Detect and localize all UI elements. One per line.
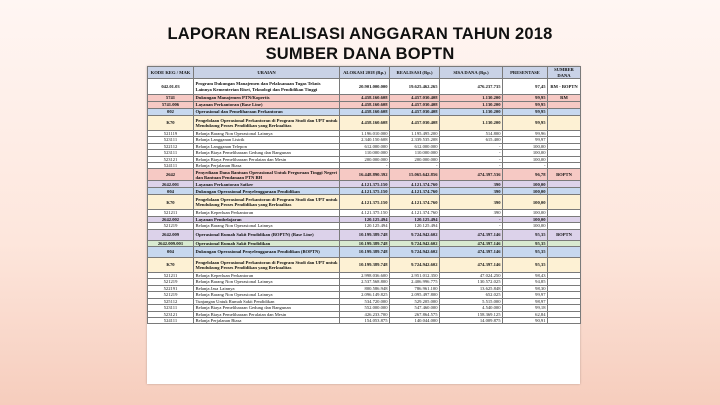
report-title: LAPORAN REALISASI ANGGARAN TAHUN 2018 bbox=[167, 25, 553, 43]
cell-code: 002 bbox=[148, 109, 194, 116]
cell-sisa: 1.130.200 bbox=[440, 102, 503, 109]
cell-alloc: 426.233.700 bbox=[340, 311, 390, 317]
table-row bbox=[148, 247, 581, 258]
cell-real: 1.195.495.200 bbox=[390, 131, 440, 137]
cell-alloc: 552.000.000 bbox=[340, 305, 390, 311]
cell-code: 523111 bbox=[148, 150, 194, 156]
cell-alloc: 110.000.000 bbox=[340, 150, 390, 156]
cell-alloc: 4.121.375.150 bbox=[340, 195, 390, 210]
cell-real: 110.000.000 bbox=[390, 150, 440, 156]
cell-sisa: - bbox=[440, 223, 503, 229]
cell-desc: Penyediaan Dana Bantuan Operasional Untuk Perguruan Tinggi Negeri dan Bantuan Pendanaan PTN BH bbox=[194, 169, 340, 181]
cell-code: 521219 bbox=[148, 223, 194, 229]
col-header-desc: URAIAN bbox=[194, 67, 340, 79]
cell-real: 2.339.535.208 bbox=[390, 137, 440, 143]
cell-alloc: 154.053.875 bbox=[340, 317, 390, 323]
cell-real: 2.406.996.775 bbox=[390, 279, 440, 285]
cell-desc: Dukungan Manajemen PTN/Kopertis bbox=[194, 95, 340, 102]
cell-sisa: 130.572.025 bbox=[440, 279, 503, 285]
cell-alloc: 2.998.036.600 bbox=[340, 273, 390, 279]
cell-sisa: 390 bbox=[440, 195, 503, 210]
cell-pct: 100,00 bbox=[503, 181, 548, 188]
cell-sisa: - bbox=[440, 216, 503, 222]
cell-real: 4.457.030.408 bbox=[390, 95, 440, 102]
cell-sisa: 652.025 bbox=[440, 292, 503, 298]
cell-desc: Belanja Langganan Listrik bbox=[194, 137, 340, 143]
table-row bbox=[148, 317, 581, 323]
col-header-real: REALISASI (Rp.) bbox=[390, 67, 440, 79]
cell-pct: 95,35 bbox=[503, 240, 548, 246]
cell-code: K70 bbox=[148, 195, 194, 210]
cell-real: 140.044.000 bbox=[390, 317, 440, 323]
cell-desc: Layanan Perkantoran (Base Line) bbox=[194, 102, 340, 109]
cell-alloc: 2.537.568.800 bbox=[340, 279, 390, 285]
table-row bbox=[148, 229, 581, 240]
cell-alloc: 120.125.494 bbox=[340, 216, 390, 222]
cell-src: BOPTN bbox=[548, 169, 581, 181]
cell-alloc: 612.000.000 bbox=[340, 143, 390, 149]
cell-code: 524111 bbox=[148, 163, 194, 169]
col-header-alloc: ALOKASI 2018 (Rp.) bbox=[340, 67, 390, 79]
report-subtitle: SUMBER DANA BOPTN bbox=[265, 45, 455, 63]
cell-desc: Belanja Biaya Pemeliharaan Gedung dan Bangunan bbox=[194, 150, 340, 156]
cell-src bbox=[548, 317, 581, 323]
cell-sisa: 390 bbox=[440, 188, 503, 195]
cell-alloc: 10.199.389.748 bbox=[340, 229, 390, 240]
cell-pct: 97,45 bbox=[503, 79, 548, 95]
cell-desc: Operasional Rumah Sakit Pendidikan (BOPTN) (Base Line) bbox=[194, 229, 340, 240]
cell-src bbox=[548, 258, 581, 273]
cell-sisa: 474.397.536 bbox=[440, 169, 503, 181]
cell-sisa: - bbox=[440, 163, 503, 169]
cell-sisa: - bbox=[440, 150, 503, 156]
cell-pct: 100,00 bbox=[503, 216, 548, 222]
cell-desc: Belanja Biaya Pemeliharaan Gedung dan Bangunan bbox=[194, 305, 340, 311]
cell-alloc: 4.458.160.608 bbox=[340, 116, 390, 131]
cell-sisa: 514.800 bbox=[440, 131, 503, 137]
cell-src bbox=[548, 116, 581, 131]
cell-code: 5741 bbox=[148, 95, 194, 102]
cell-code: 521219 bbox=[148, 279, 194, 285]
cell-alloc: 4.121.375.150 bbox=[340, 210, 390, 216]
cell-pct: 99,95 bbox=[503, 109, 548, 116]
cell-pct: 99,18 bbox=[503, 305, 548, 311]
cell-alloc: 1.196.010.000 bbox=[340, 131, 390, 137]
cell-code: 004 bbox=[148, 188, 194, 195]
cell-code: 2642.002 bbox=[148, 216, 194, 222]
cell-real: 547.460.000 bbox=[390, 305, 440, 311]
cell-real: 4.121.374.760 bbox=[390, 188, 440, 195]
cell-src bbox=[548, 195, 581, 210]
cell-desc: Belanja Barang Non Operasional Lainnya bbox=[194, 292, 340, 298]
cell-sisa: 47.024.250 bbox=[440, 273, 503, 279]
cell-desc: Belanja Perjalanan Biasa bbox=[194, 317, 340, 323]
cell-desc: Operasional Rumah Sakit Pendidikan bbox=[194, 240, 340, 246]
cell-alloc: 10.199.389.748 bbox=[340, 240, 390, 246]
cell-sisa: 390 bbox=[440, 181, 503, 188]
cell-pct: 100,00 bbox=[503, 210, 548, 216]
table-row bbox=[148, 169, 581, 181]
cell-alloc: 4.458.160.608 bbox=[340, 95, 390, 102]
cell-code: 521211 bbox=[148, 273, 194, 279]
cell-src bbox=[548, 181, 581, 188]
cell-desc: Belanja Keperluan Perkantoran bbox=[194, 210, 340, 216]
cell-sisa: 474.397.146 bbox=[440, 229, 503, 240]
cell-pct: 100,00 bbox=[503, 143, 548, 149]
cell-sisa: 5.515.000 bbox=[440, 298, 503, 304]
cell-pct: 95,35 bbox=[503, 229, 548, 240]
cell-pct: 62,84 bbox=[503, 311, 548, 317]
cell-real: 9.724.942.602 bbox=[390, 240, 440, 246]
table-row bbox=[148, 195, 581, 210]
cell-code: 522112 bbox=[148, 143, 194, 149]
cell-sisa: 1.130.200 bbox=[440, 116, 503, 131]
cell-desc: Dukungan Operasional Penyelenggaraan Pendidikan bbox=[194, 188, 340, 195]
cell-code: 523111 bbox=[148, 305, 194, 311]
cell-pct: 96,78 bbox=[503, 169, 548, 181]
cell-desc: Belanja Barang Non Operasional Lainnya bbox=[194, 223, 340, 229]
cell-src: BOPTN bbox=[548, 229, 581, 240]
cell-real: 4.457.030.408 bbox=[390, 116, 440, 131]
cell-real: 9.724.942.602 bbox=[390, 247, 440, 258]
cell-code: 523111 bbox=[148, 137, 194, 143]
cell-src bbox=[548, 102, 581, 109]
cell-real: 4.121.374.760 bbox=[390, 181, 440, 188]
col-header-src: SUMBER DANA bbox=[548, 67, 581, 79]
cell-desc: Belanja Barang Non Operasional Lainnya bbox=[194, 131, 340, 137]
cell-sisa: 1.130.200 bbox=[440, 95, 503, 102]
cell-pct: 95,35 bbox=[503, 247, 548, 258]
cell-pct: 98,43 bbox=[503, 273, 548, 279]
cell-sisa: 14.009.875 bbox=[440, 317, 503, 323]
col-header-code: KODE KEG / MAK bbox=[148, 67, 194, 79]
cell-pct: 99,95 bbox=[503, 95, 548, 102]
cell-desc: Belanja Barang Non Operasional Lainnya bbox=[194, 279, 340, 285]
cell-desc: Belanja Biaya Pemeliharaan Peralatan dan Mesin bbox=[194, 311, 340, 317]
cell-pct: 99,97 bbox=[503, 137, 548, 143]
cell-pct: 95,35 bbox=[503, 258, 548, 273]
cell-code: 521211 bbox=[148, 210, 194, 216]
cell-desc: Belanja Jasa Lainnya bbox=[194, 285, 340, 291]
cell-pct: 90,91 bbox=[503, 317, 548, 323]
cell-code: 521219 bbox=[148, 292, 194, 298]
cell-alloc: 2.096.149.825 bbox=[340, 292, 390, 298]
cell-pct: 98,97 bbox=[503, 298, 548, 304]
budget-table bbox=[147, 66, 581, 324]
cell-code: 5741.006 bbox=[148, 102, 194, 109]
cell-pct: 100,00 bbox=[503, 195, 548, 210]
cell-sisa: 13.625.848 bbox=[440, 285, 503, 291]
cell-code: 525112 bbox=[148, 298, 194, 304]
cell-alloc: 10.199.389.748 bbox=[340, 247, 390, 258]
cell-sisa: 476.237.735 bbox=[440, 79, 503, 95]
cell-code: 2642.009 bbox=[148, 229, 194, 240]
cell-real: 200.000.000 bbox=[390, 156, 440, 162]
cell-desc: Pengelolaan Operasional Perkantoran di Program Studi dan UPT untuk Mendukung Proses Pendidikan yang Berkualitas bbox=[194, 195, 340, 210]
table-row bbox=[148, 102, 581, 109]
cell-pct: 99,96 bbox=[503, 131, 548, 137]
cell-desc: Belanja Keperluan Perkantoran bbox=[194, 273, 340, 279]
cell-code: 2642 bbox=[148, 169, 194, 181]
cell-real: 19.625.462.265 bbox=[390, 79, 440, 95]
cell-alloc: 2.340.150.608 bbox=[340, 137, 390, 143]
cell-code: 2642.001 bbox=[148, 181, 194, 188]
cell-code: 523121 bbox=[148, 156, 194, 162]
table-row bbox=[148, 95, 581, 102]
cell-real: 786.961.100 bbox=[390, 285, 440, 291]
cell-real: 612.000.000 bbox=[390, 143, 440, 149]
cell-alloc: 534.720.000 bbox=[340, 298, 390, 304]
cell-desc: Pengelolaan Operasional Perkantoran di Program Studi dan UPT untuk Mendukung Proses Pendidikan yang Berkualitas bbox=[194, 116, 340, 131]
cell-pct: 99,97 bbox=[503, 292, 548, 298]
cell-pct: - bbox=[503, 163, 548, 169]
table-row bbox=[148, 258, 581, 273]
col-header-pct: PRESENTASE bbox=[503, 67, 548, 79]
cell-desc: Belanja Perjalanan Biasa bbox=[194, 163, 340, 169]
table-row bbox=[148, 181, 581, 188]
cell-sisa: 474.397.146 bbox=[440, 258, 503, 273]
cell-code: 004 bbox=[148, 247, 194, 258]
cell-sisa: - bbox=[440, 156, 503, 162]
cell-sisa: 474.397.146 bbox=[440, 247, 503, 258]
cell-src: RM bbox=[548, 95, 581, 102]
table-row bbox=[148, 116, 581, 131]
cell-code: 521119 bbox=[148, 131, 194, 137]
cell-desc: Pengelolaan Operasional Perkantoran di Program Studi dan UPT untuk Mendukung Proses Pendidikan yang Berkualitas bbox=[194, 258, 340, 273]
cell-desc: Layanan Perkantoran Satker bbox=[194, 181, 340, 188]
cell-real: 2.095.497.800 bbox=[390, 292, 440, 298]
cell-code: 042.01.03 bbox=[148, 79, 194, 95]
table-row bbox=[148, 188, 581, 195]
cell-desc: Belanja Langganan Telepon bbox=[194, 143, 340, 149]
cell-pct: 98,30 bbox=[503, 285, 548, 291]
cell-sisa: 474.397.146 bbox=[440, 240, 503, 246]
cell-alloc: - bbox=[340, 163, 390, 169]
cell-alloc: 4.121.375.150 bbox=[340, 181, 390, 188]
cell-src bbox=[548, 109, 581, 116]
cell-src: RM - BOPTN bbox=[548, 79, 581, 95]
cell-alloc: 4.458.160.608 bbox=[340, 109, 390, 116]
cell-alloc: 4.121.375.150 bbox=[340, 188, 390, 195]
cell-desc: Tunjangan Untuk Rumah Sakit Pendidikan bbox=[194, 298, 340, 304]
cell-code: 524111 bbox=[148, 317, 194, 323]
cell-sisa: - bbox=[440, 143, 503, 149]
cell-sisa: 158.369.125 bbox=[440, 311, 503, 317]
cell-pct: 100,00 bbox=[503, 156, 548, 162]
cell-code: 523121 bbox=[148, 311, 194, 317]
table-row bbox=[148, 109, 581, 116]
cell-code: K70 bbox=[148, 258, 194, 273]
cell-alloc: 800.586.948 bbox=[340, 285, 390, 291]
cell-alloc: 4.458.160.608 bbox=[340, 102, 390, 109]
cell-real: 120.125.494 bbox=[390, 223, 440, 229]
table-body bbox=[148, 79, 581, 324]
cell-alloc: 10.199.389.748 bbox=[340, 258, 390, 273]
cell-src bbox=[548, 188, 581, 195]
cell-alloc: 16.448.890.392 bbox=[340, 169, 390, 181]
cell-pct: 100,00 bbox=[503, 150, 548, 156]
cell-code: 522191 bbox=[148, 285, 194, 291]
table-row bbox=[148, 79, 581, 95]
cell-desc: Program Dukungan Manajemen dan Pelaksanaan Tugas Teknis Lainnya Kementerian Riset, Teknologi dan Pendidikan Tinggi bbox=[194, 79, 340, 95]
cell-pct: 99,95 bbox=[503, 116, 548, 131]
cell-sisa: 390 bbox=[440, 210, 503, 216]
cell-real: 15.065.642.856 bbox=[390, 169, 440, 181]
cell-code: K70 bbox=[148, 116, 194, 131]
cell-desc: Belanja Biaya Pemeliharaan Peralatan dan Mesin bbox=[194, 156, 340, 162]
cell-desc: Dukungan Operasional Penyelenggaraan Pendidikan (BOPTN) bbox=[194, 247, 340, 258]
cell-src bbox=[548, 247, 581, 258]
cell-real: 267.864.575 bbox=[390, 311, 440, 317]
col-header-sisa: SISA DANA (Rp.) bbox=[440, 67, 503, 79]
cell-pct: 99,95 bbox=[503, 102, 548, 109]
cell-real: 4.457.030.408 bbox=[390, 109, 440, 116]
cell-alloc: 20.901.000.000 bbox=[340, 79, 390, 95]
cell-real: 9.724.942.602 bbox=[390, 258, 440, 273]
cell-real: 4.121.374.760 bbox=[390, 195, 440, 210]
cell-code: 2642.009.001 bbox=[148, 240, 194, 246]
cell-alloc: 120.125.494 bbox=[340, 223, 390, 229]
cell-desc: Layanan Pembelajaran bbox=[194, 216, 340, 222]
cell-pct: 100,00 bbox=[503, 223, 548, 229]
cell-alloc: 200.000.000 bbox=[340, 156, 390, 162]
cell-pct: 100,00 bbox=[503, 188, 548, 195]
table-header-row bbox=[148, 67, 581, 79]
cell-real: 120.125.494 bbox=[390, 216, 440, 222]
cell-real: 4.457.030.408 bbox=[390, 102, 440, 109]
cell-sisa: 615.400 bbox=[440, 137, 503, 143]
budget-sheet bbox=[147, 66, 580, 384]
cell-sisa: 1.130.200 bbox=[440, 109, 503, 116]
cell-pct: 94,85 bbox=[503, 279, 548, 285]
cell-real: 529.205.000 bbox=[390, 298, 440, 304]
cell-desc: Operasional dan Pemeliharaan Perkantoran bbox=[194, 109, 340, 116]
cell-real: - bbox=[390, 163, 440, 169]
cell-real: 2.951.012.350 bbox=[390, 273, 440, 279]
cell-sisa: 4.540.000 bbox=[440, 305, 503, 311]
cell-real: 4.121.374.760 bbox=[390, 210, 440, 216]
cell-real: 9.724.942.602 bbox=[390, 229, 440, 240]
